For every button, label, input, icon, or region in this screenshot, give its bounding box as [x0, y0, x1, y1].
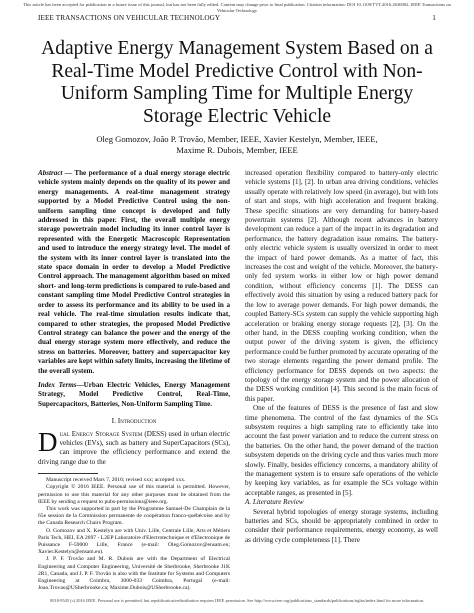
running-header	[38, 14, 436, 22]
footnote-rule	[38, 473, 98, 474]
body-paragraph: Several hybrid topologies of energy storage systems, including batteries and SCs, should be appropriately combined in order to consider their performance requirements, energy economy, as well as driving cycle completeness [1]. There	[245, 507, 438, 544]
index-terms-text: —Urban Electric Vehicles, Energy Management Strategy, Model Predictive Control, Real-Time, Supercapacitors, Batteries, Non-Uniform Sampling Time.	[38, 380, 230, 408]
authors-line-2: Maxime R. Dubois, Member, IEEE	[176, 145, 298, 155]
index-terms	[38, 381, 230, 409]
author-list	[40, 134, 434, 156]
drop-cap: D	[38, 426, 58, 457]
abstract-label: Abstract —	[38, 169, 73, 177]
body-paragraph: One of the features of DESS is the presence of fast and slow time phenomena. The control of the fast dynamics of the SCs subsystem requires a high sampling rate to efficiently take into account the fast power variation and to reduce the current stress on the batteries. On the other hand, the power demand of the traction subsystem depends on the driving cycle and thus varies much more slowly. Finally, besides efficiency concerns, a mandatory ability of the management system is to ensure safe operations of the vehicle by keeping key variables, as for example the SCs voltage within acceptable ranges, as presented in [5].	[245, 404, 438, 497]
footnote: J. P. F. Trovão and M. R. Dubois are with the Department of Electrical Engineering and Computer Engineering, Université de Sherbrooke, Sherbrooke J1K 2R1, Canada, and J. P. F. Trovão is also with the Institute for Systems and Computers Engineering at Coimbra, 3000-033 Coimbra, Portugal (e-mail: Joao.Trovao@USherbrooke.ca; Maxime.Dubois@USherbrooke.ca).	[38, 556, 230, 592]
footnote: O. Gomozov and X. Kestelyn are with Univ. Lille, Centrale Lille, Arts et Métiers Paris Tech, HEI, EA 2697 - L2EP Laboratoire d'Electrotechnique et d'Electronique de Puissance F-59000 Lille, France (e-mail: Oleg.Gomozov@ensam.eu; Xavier.Kestelyn@ensam.eu).	[38, 527, 230, 556]
left-column	[38, 169, 230, 592]
intro-lead: ual Energy Storage System	[59, 429, 143, 438]
copyright-footer: 0018-9545 (c) 2016 IEEE. Personal use is permitted, but republication/redistribution requires IEEE permission. See http://www.ieee.org/publications_standards/publications/rights/index.html for more information.	[50, 598, 424, 603]
prepublication-notice: This article has been accepted for publication in a future issue of this journal, but has not been fully edited. Content may change prior to final publication. Citation information: DOI 10.1109/TVT.2016.2636902, IEEE Transactions on Vehicular Technology	[23, 2, 451, 13]
abstract-text: The performance of a dual energy storage electric vehicle system mainly depends on the quality of its power and energy managements. A real-time management strategy supported by a Model Predictive Control using the non-uniform sampling time concept is developed and fully addressed in this paper. First, the overall multiple energy storage powertrain model including its inner control layer is represented with the Energetic Macroscopic Representation and used to introduce the energy strategy level. The model of the system with its inner control layer is translated into the state space domain in order to develop a Model Predictive Control approach. The management algorithm based on mixed short- and long-term predictions is compared to rule-based and constant sampling time Model Predictive Control strategies in order to assess its performance and its ability to be used in a real vehicle. The real-time simulation results indicate that, compared to other strategies, the proposed Model Predictive Control strategy can balance the power and the energy of the dual energy storage system more effectively, and reduce the stress on batteries. Moreover, battery and supercapacitor key variables are kept within safety limits, increasing the lifetime of the overall system.	[38, 169, 230, 375]
paper-title: Adaptive Energy Management System Based on a Real-Time Model Predictive Control with Non-Uniform Sampling Time for Multiple Energy Storage Electric Vehicle	[41, 38, 433, 127]
footnote: Manuscript received Mars 7, 2016; revised xxx; accepted xxx.	[46, 477, 186, 484]
footnote: This work was supported in part by the Programme Samuel-De Champlain de la 65e session de la Commission permanente de coopération franco-québécoise and by the Canada Research Chairs Program.	[38, 506, 230, 527]
authors-line-1: Oleg Gomozov, João P. Trovão, Member, IEEE, Xavier Kestelyn, Member, IEEE,	[96, 134, 378, 144]
subsection-heading: A. Literature Review	[245, 498, 304, 507]
body-paragraph: increased operation flexibility compared to battery-only electric vehicle systems [1], [2]. In urban area driving conditions, vehicles usually operate with relatively low speed (in average), but with lots of start and stops, with high acceleration and frequent braking. These specific situations are very demanding for battery-based powertrain systems [2]. Although recent advances in battery development can reduce a part of the impact in its degradation and performance, the battery degradation issue remains. The battery-only electric vehicle system is usually oversized in order to meet the impact of hard power demands. As a matter of fact, this increases the cost and weight of the vehicle. Moreover, the battery-only fed system works in either low or high power demand condition, without efficiency concerns [1]. The DESS can effectively avoid this situation by using a reduced battery pack for the low to average power demands. For high power demands, the coupled Battery-SCs system can supply the vehicle supporting high acceleration or braking energy storage requests [2], [3]. On the other hand, in the DESS coupling working condition, when the output power of the driving system is given, the efficiency performance could be further promoted by accurate operating of the two storage elements regarding the power demand profile. The efficiency performance for DESS depends on two aspects: the topology of the energy storage system and the power allocation of the DESS working condition [4]. This second is the main focus of this paper.	[245, 169, 438, 403]
footnotes	[38, 477, 230, 592]
section-heading-introduction: I. Introduction	[111, 416, 157, 426]
abstract	[38, 169, 230, 376]
footnote: Copyright © 2016 IEEE. Personal use of this material is permitted. However, permission to use this material for any other purposes must be obtained from the IEEE by sending a request to pubs-permissions@ieee.org.	[38, 484, 230, 505]
journal-name: IEEE TRANSACTIONS ON VEHICULAR TECHNOLOGY	[38, 14, 221, 22]
right-column	[245, 169, 438, 545]
index-terms-label: Index Terms	[38, 380, 77, 389]
page-number: 1	[432, 14, 436, 22]
intro-text: (DESS) used in urban electric vehicles (EVs), such as battery and SuperCapacitors (SCs), can improve the efficiency performance and extend the driving range due to the	[38, 429, 230, 466]
introduction-paragraph	[38, 426, 230, 468]
